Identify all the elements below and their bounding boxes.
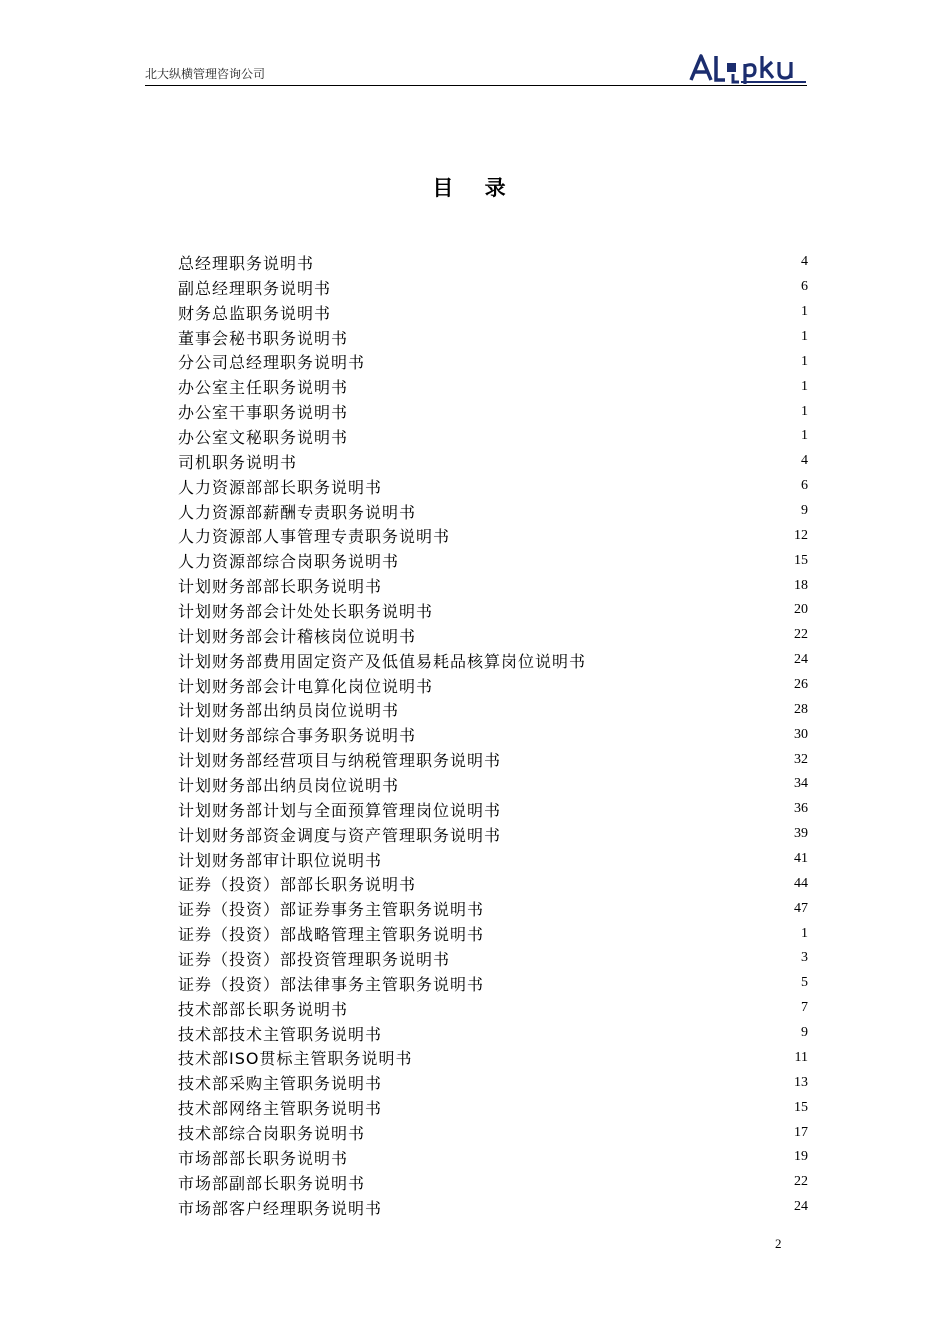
toc-entry[interactable]: [178, 1095, 808, 1120]
toc-entry-title: 证券（投资）部投资管理职务说明书: [178, 949, 451, 969]
toc-entry[interactable]: [178, 1195, 808, 1220]
toc-entry[interactable]: [178, 971, 808, 996]
toc-entry-title: 证券（投资）部法律事务主管职务说明书: [178, 974, 485, 994]
toc-entry-title: 计划财务部出纳员岗位说明书: [178, 701, 400, 721]
toc-entry-title: 董事会秘书职务说明书: [178, 328, 349, 348]
toc-entry[interactable]: [178, 548, 808, 573]
toc-entry-page: 12: [794, 527, 808, 543]
toc-entry-title: 证券（投资）部证券事务主管职务说明书: [178, 900, 485, 920]
toc-entry-title: 市场部客户经理职务说明书: [178, 1198, 383, 1218]
company-name: 北大纵横管理咨询公司: [145, 67, 266, 81]
toc-entry-page: 22: [794, 1174, 808, 1190]
toc-entry-title: 计划财务部出纳员岗位说明书: [178, 775, 400, 795]
toc-entry[interactable]: [178, 797, 808, 822]
toc-entry-title: 证券（投资）部部长职务说明书: [178, 875, 417, 895]
toc-entry-title: 财务总监职务说明书: [178, 303, 332, 323]
toc-entry-title: 技术部部长职务说明书: [178, 999, 349, 1019]
page-title: 目 录: [432, 176, 518, 200]
toc-entry-title: 人力资源部综合岗职务说明书: [178, 552, 400, 572]
toc-entry[interactable]: [178, 424, 808, 449]
toc-entry[interactable]: [178, 697, 808, 722]
toc-entry-page: 1: [801, 428, 808, 444]
toc-entry[interactable]: [178, 1145, 808, 1170]
toc-entry-title: 计划财务部计划与全面预算管理岗位说明书: [178, 800, 502, 820]
toc-entry-page: 5: [801, 975, 808, 991]
toc-entry-page: 39: [794, 826, 808, 842]
toc-entry-page: 30: [794, 726, 808, 742]
allpku-logo: [689, 52, 807, 84]
toc-entry-title: 技术部网络主管职务说明书: [178, 1099, 383, 1119]
toc-entry[interactable]: [178, 996, 808, 1021]
toc-entry-title: 办公室文秘职务说明书: [178, 427, 349, 447]
toc-entry-page: 9: [801, 1025, 808, 1041]
toc-entry-title: 计划财务部会计处处长职务说明书: [178, 601, 434, 621]
toc-entry-page: 36: [794, 801, 808, 817]
toc-entry-page: 11: [794, 1049, 808, 1065]
toc-entry-title: 人力资源部部长职务说明书: [178, 477, 383, 497]
toc-entry[interactable]: [178, 847, 808, 872]
toc-entry-title: 证券（投资）部战略管理主管职务说明书: [178, 925, 485, 945]
toc-entry-title: 市场部部长职务说明书: [178, 1148, 349, 1168]
toc-entry-page: 26: [794, 677, 808, 693]
toc-entry-page: 15: [794, 1099, 808, 1115]
toc-entry-page: 20: [794, 602, 808, 618]
toc-entry[interactable]: [178, 449, 808, 474]
toc-entry[interactable]: [178, 1120, 808, 1145]
toc-entry[interactable]: [178, 623, 808, 648]
toc-entry[interactable]: [178, 747, 808, 772]
toc-entry-title: 计划财务部资金调度与资产管理职务说明书: [178, 825, 502, 845]
toc-entry[interactable]: [178, 822, 808, 847]
toc-entry[interactable]: [178, 598, 808, 623]
toc-entry-page: 4: [801, 453, 808, 469]
page-header: [145, 52, 807, 86]
toc-entry-page: 6: [801, 279, 808, 295]
toc-entry[interactable]: [178, 250, 808, 275]
toc-entry-page: 44: [794, 875, 808, 891]
toc-entry[interactable]: [178, 871, 808, 896]
toc-entry-page: 3: [801, 950, 808, 966]
table-of-contents: [178, 250, 808, 1220]
toc-entry-page: 47: [794, 900, 808, 916]
toc-entry-title: 计划财务部综合事务职务说明书: [178, 726, 417, 746]
toc-entry[interactable]: [178, 523, 808, 548]
toc-entry-page: 1: [801, 353, 808, 369]
toc-entry-page: 24: [794, 1199, 808, 1215]
toc-entry[interactable]: [178, 573, 808, 598]
toc-entry-title: 市场部副部长职务说明书: [178, 1173, 366, 1193]
toc-entry-page: 4: [801, 254, 808, 270]
toc-entry-title: 计划财务部经营项目与纳税管理职务说明书: [178, 751, 502, 771]
toc-entry[interactable]: [178, 772, 808, 797]
toc-entry[interactable]: [178, 399, 808, 424]
toc-entry-page: 32: [794, 751, 808, 767]
toc-entry-page: 9: [801, 503, 808, 519]
toc-entry-page: 1: [801, 925, 808, 941]
toc-entry-title: 计划财务部部长职务说明书: [178, 577, 383, 597]
toc-entry[interactable]: [178, 921, 808, 946]
toc-entry-page: 6: [801, 478, 808, 494]
toc-entry-page: 17: [794, 1124, 808, 1140]
toc-entry-page: 24: [794, 652, 808, 668]
toc-entry[interactable]: [178, 722, 808, 747]
toc-entry[interactable]: [178, 349, 808, 374]
toc-entry-page: 7: [801, 1000, 808, 1016]
toc-entry[interactable]: [178, 374, 808, 399]
toc-entry-page: 1: [801, 304, 808, 320]
toc-entry-title: 办公室干事职务说明书: [178, 403, 349, 423]
toc-entry-page: 19: [794, 1149, 808, 1165]
toc-entry-title: 人力资源部人事管理专责职务说明书: [178, 527, 451, 547]
toc-entry[interactable]: [178, 300, 808, 325]
toc-entry-page: 28: [794, 701, 808, 717]
toc-entry-title: 计划财务部费用固定资产及低值易耗品核算岗位说明书: [178, 651, 587, 671]
toc-entry-title: 技术部ISO贯标主管职务说明书: [178, 1049, 413, 1069]
page-number: 2: [775, 1236, 782, 1251]
toc-entry-title: 人力资源部薪酬专责职务说明书: [178, 502, 417, 522]
toc-entry-page: 41: [794, 851, 808, 867]
toc-entry-page: 1: [801, 403, 808, 419]
toc-entry[interactable]: [178, 1046, 808, 1071]
toc-entry[interactable]: [178, 648, 808, 673]
toc-entry[interactable]: [178, 673, 808, 698]
toc-entry[interactable]: [178, 474, 808, 499]
toc-entry-title: 办公室主任职务说明书: [178, 378, 349, 398]
toc-entry-title: 副总经理职务说明书: [178, 278, 332, 298]
toc-entry-title: 分公司总经理职务说明书: [178, 353, 366, 373]
toc-entry-title: 技术部采购主管职务说明书: [178, 1074, 383, 1094]
toc-entry[interactable]: [178, 1021, 808, 1046]
toc-entry-page: 1: [801, 378, 808, 394]
toc-entry[interactable]: [178, 1070, 808, 1095]
toc-entry-page: 22: [794, 627, 808, 643]
toc-entry-page: 1: [801, 329, 808, 344]
toc-entry-page: 13: [794, 1074, 808, 1090]
toc-entry-title: 技术部技术主管职务说明书: [178, 1024, 383, 1044]
toc-entry-title: 技术部综合岗职务说明书: [178, 1124, 366, 1143]
toc-entry-page: 34: [794, 776, 808, 792]
toc-entry[interactable]: [178, 896, 808, 921]
toc-entry[interactable]: [178, 1170, 808, 1195]
toc-entry-title: 计划财务部会计电算化岗位说明书: [178, 676, 434, 696]
toc-entry[interactable]: [178, 946, 808, 971]
toc-entry-title: 司机职务说明书: [178, 452, 298, 472]
toc-entry-title: 总经理职务说明书: [178, 253, 315, 273]
toc-entry-page: 18: [794, 577, 808, 593]
toc-entry-title: 计划财务部审计职位说明书: [178, 850, 383, 870]
toc-entry[interactable]: [178, 499, 808, 524]
toc-entry[interactable]: [178, 275, 808, 300]
toc-entry[interactable]: [178, 325, 808, 350]
toc-entry-title: 计划财务部会计稽核岗位说明书: [178, 626, 417, 646]
toc-entry-page: 15: [794, 552, 808, 568]
